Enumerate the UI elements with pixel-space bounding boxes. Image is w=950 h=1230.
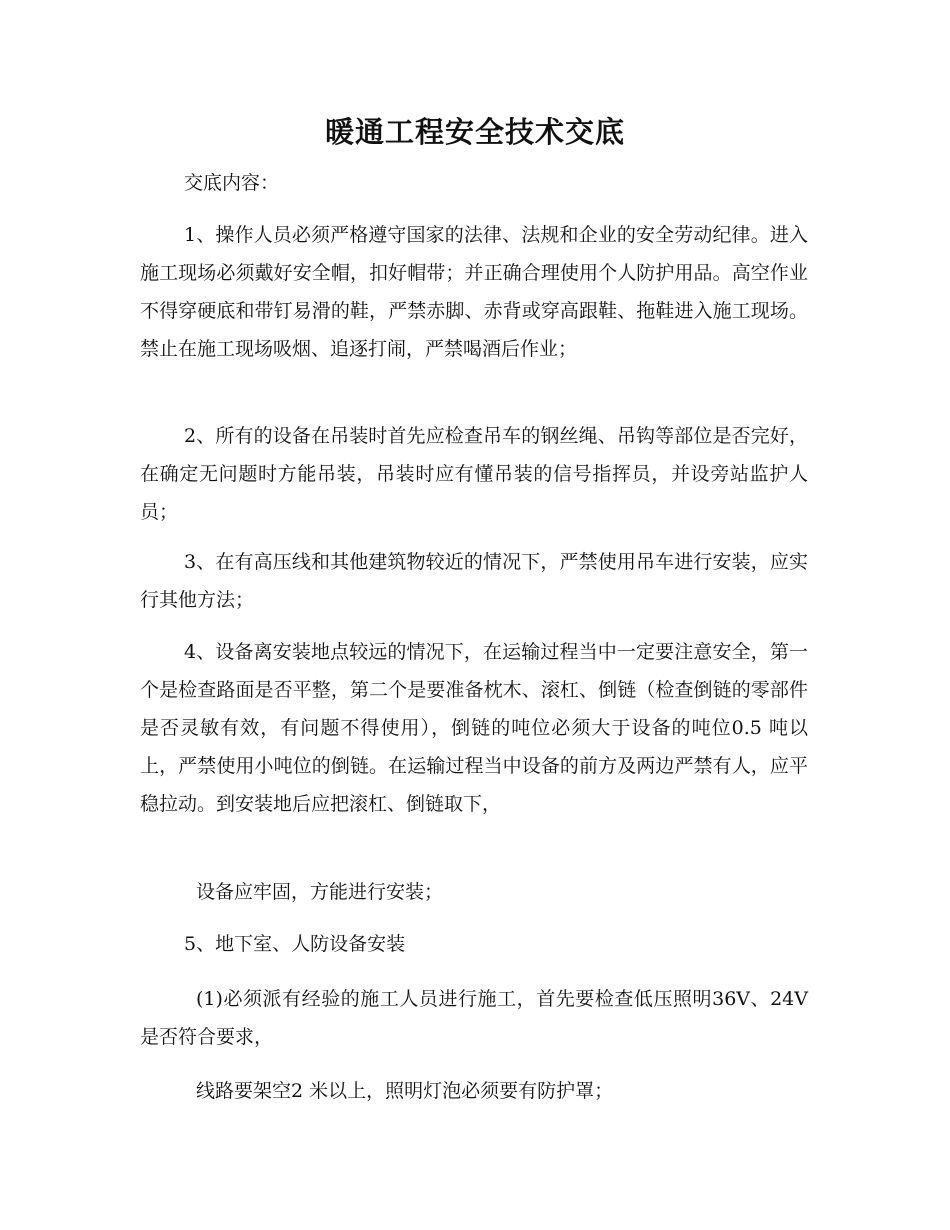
intro-line: 交底内容：: [184, 172, 280, 194]
paragraph-3: 3、在有高压线和其他建筑物较近的情况下，严禁使用吊车进行安装，应实行其他方法；: [140, 551, 808, 611]
section-5-item-1-continued: 线路要架空2 米以上，照明灯泡必须要有防护罩；: [196, 1080, 614, 1102]
section-5-heading: 5、地下室、人防设备安装: [184, 933, 406, 955]
document-title: 暖通工程安全技术交底: [324, 115, 625, 149]
paragraph-4-continued: 设备应牢固，方能进行安装；: [196, 881, 444, 903]
paragraph-2: 2、所有的设备在吊装时首先应检查吊车的钢丝绳、吊钩等部位是否完好，在确定无问题时方能吊装，吊装时应有懂吊装的信号指挥员，并设旁站监护人员；: [140, 425, 808, 523]
paragraph-1: 1、操作人员必须严格遵守国家的法律、法规和企业的安全劳动纪律。进入施工现场必须戴好安全帽，扣好帽带；并正确合理使用个人防护用品。高空作业不得穿硬底和带钉易滑的鞋，严禁赤脚、赤背或穿高跟鞋、拖鞋进入施工现场。禁止在施工现场吸烟、追逐打闹，严禁喝酒后作业；: [140, 224, 808, 360]
paragraph-4: 4、设备离安装地点较远的情况下，在运输过程当中一定要注意安全，第一个是检查路面是否平整，第二个是要准备枕木、滚杠、倒链（检查倒链的零部件是否灵敏有效，有问题不得使用），倒链的吨位必须大于设备的吨位0.5 吨以上，严禁使用小吨位的倒链。在运输过程当中设备的前方及两边严禁有人，应平稳拉动。到安装地后应把滚杠、倒链取下，: [140, 641, 808, 815]
section-5-item-1: (1)必须派有经验的施工人员进行施工，首先要检查低压照明36V、24V 是否符合要求，: [140, 988, 808, 1048]
